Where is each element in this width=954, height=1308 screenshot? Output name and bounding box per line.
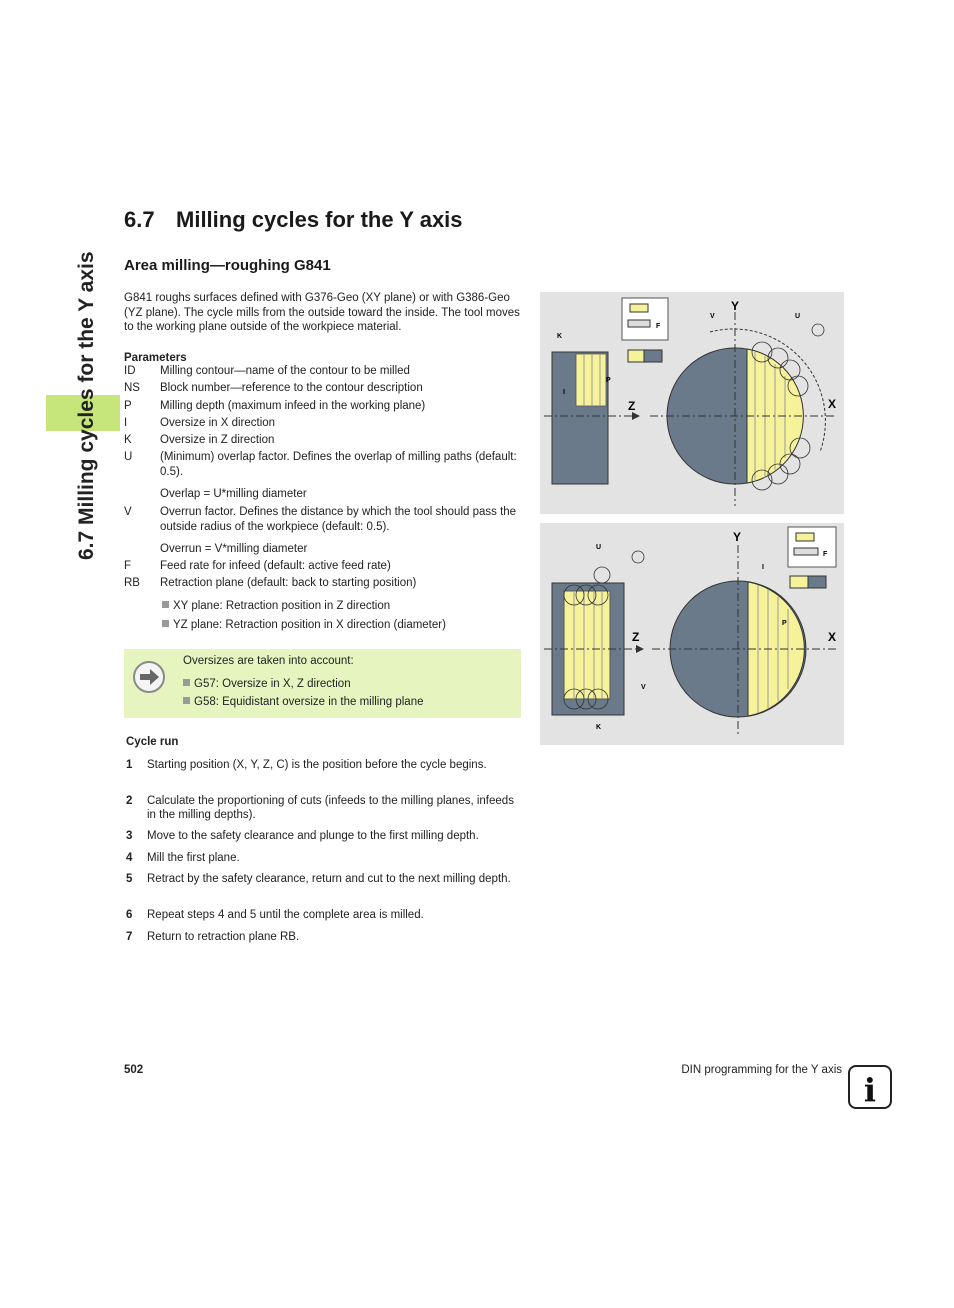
intro-paragraph: G841 roughs surfaces defined with G376-Geo (XY plane) or with G386-Geo (YZ plane). The cycle mills from the outside toward the inside. The tool moves to the working plane outside of the workpiece material.: [124, 292, 520, 333]
parameter-row: K Oversize in Z direction: [124, 434, 275, 446]
label-f: F: [823, 551, 828, 558]
label-i: I: [563, 389, 565, 396]
cycle-step: 1 Starting position (X, Y, Z, C) is the position before the cycle begins.: [126, 759, 487, 771]
axis-y-label: Y: [731, 299, 740, 313]
label-i: I: [762, 564, 764, 571]
cycle-step: 7 Return to retraction plane RB.: [126, 931, 300, 943]
cycle-step: 5 Retract by the safety clearance, return and cut to the next milling depth.: [126, 873, 511, 885]
parameter-row: RB Retraction plane (default: back to starting position): [124, 577, 417, 589]
cycle-step: 4 Mill the first plane.: [126, 852, 240, 864]
bullet-item: YZ plane: Retraction position in X direction (diameter): [162, 618, 446, 632]
section-title: Milling cycles for the Y axis: [176, 207, 463, 232]
axis-z-label: Z: [628, 399, 636, 413]
label-v: V: [710, 313, 715, 320]
note-item: G57: Oversize in X, Z direction: [183, 678, 351, 690]
bullet-item: XY plane: Retraction position in Z direction: [162, 599, 390, 613]
parameter-row: I Oversize in X direction: [124, 417, 276, 429]
label-u: U: [795, 313, 801, 320]
page-number: 502: [124, 1064, 144, 1076]
footer-title: DIN programming for the Y axis: [681, 1064, 842, 1076]
parameter-row: U (Minimum) overlap factor. Defines the overlap of milling paths (default: 0.5).: [124, 451, 517, 478]
label-f: F: [656, 323, 661, 330]
label-u: U: [596, 544, 602, 551]
info-glyph: i: [863, 1071, 877, 1109]
axis-x-label: X: [828, 630, 837, 644]
axis-y-label: Y: [733, 530, 742, 544]
parameter-row: NS Block number—reference to the contour description: [124, 382, 423, 394]
parameter-row: V Overrun factor. Defines the distance by which the tool should pass the outside radius of the workpiece (default: 0.5).: [124, 506, 517, 533]
cycle-step: 6 Repeat steps 4 and 5 until the complete area is milled.: [126, 909, 424, 921]
parameter-row: P Milling depth (maximum infeed in the working plane): [124, 400, 426, 412]
note-box: [124, 649, 521, 718]
parameter-row: Overlap = U*milling diameter: [160, 488, 307, 500]
side-section-title: 6.7 Milling cycles for the Y axis: [75, 251, 98, 560]
note-intro: Oversizes are taken into account:: [183, 655, 354, 667]
section-number: 6.7: [124, 207, 155, 232]
note-item: G58: Equidistant oversize in the milling plane: [183, 696, 424, 708]
cycle-step: 2 Calculate the proportioning of cuts (infeeds to the milling planes, infeeds in the milling depths).: [126, 795, 514, 821]
section-heading: [124, 207, 463, 233]
parameter-row: F Feed rate for infeed (default: active feed rate): [124, 560, 391, 572]
info-icon: [848, 1065, 892, 1109]
label-k: K: [596, 724, 602, 731]
subsection-heading: Area milling—roughing G841: [124, 257, 331, 274]
cycle-step: 3 Move to the safety clearance and plunge to the first milling depth.: [126, 830, 479, 842]
cycle-run-heading: Cycle run: [126, 736, 179, 748]
label-v: V: [641, 684, 646, 691]
arrow-right-icon: [133, 661, 165, 693]
figure-yz-plane: [540, 523, 844, 745]
axis-z-label: Z: [632, 630, 640, 644]
figure-xy-plane: [540, 292, 844, 514]
parameters-heading: Parameters: [124, 352, 187, 364]
parameter-row: ID Milling contour—name of the contour to be milled: [124, 365, 410, 377]
label-p: P: [606, 377, 611, 384]
parameter-row: Overrun = V*milling diameter: [160, 543, 308, 555]
label-k: K: [557, 333, 563, 340]
label-p: P: [782, 620, 787, 627]
axis-x-label: X: [828, 397, 837, 411]
